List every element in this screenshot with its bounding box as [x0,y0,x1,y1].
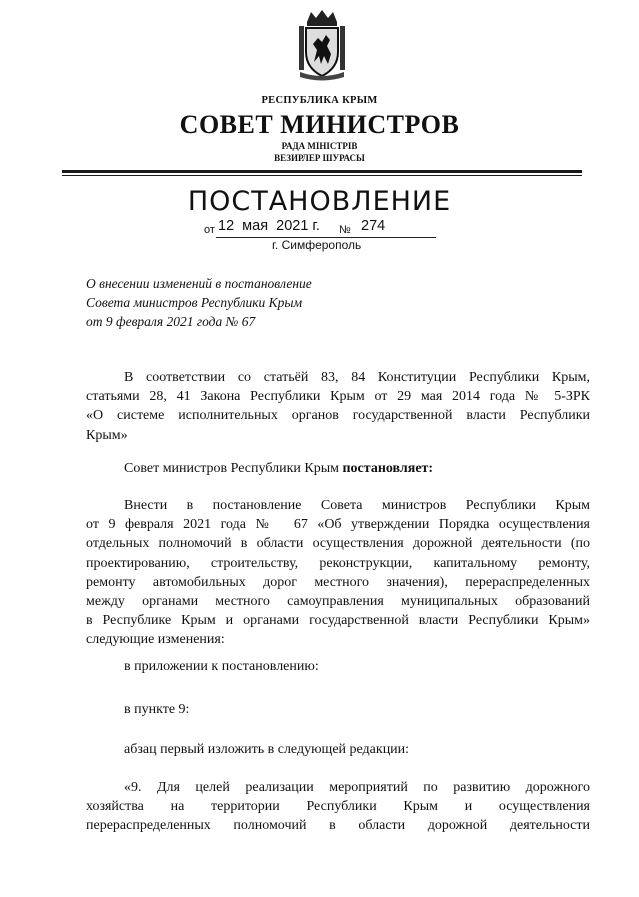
city: г. Симферополь [272,238,362,252]
appendix-paragraph: в приложении к постановлению: [124,659,319,674]
text-line: проектированию, строительству, реконструкции, капитальному ремонту, [86,555,590,571]
resolves-keyword: постановляет: [342,461,434,476]
resolves-paragraph [124,459,544,478]
republic-name: РЕСПУБЛИКА КРЫМ [261,95,378,106]
coat-of-arms-icon [297,8,347,82]
document-type: ПОСТАНОВЛЕНИЕ [187,186,452,217]
text-line: от 9 февраля 2021 года № 67 «Об утверждении Порядка осуществления [86,517,590,533]
subject-line: Совета министров Республики Крым [86,295,303,310]
council-title-crimean-tatar: ВЕЗИРЛЕР ШУРАСЫ [274,153,365,163]
date-number-line [204,218,436,240]
text-line: «О системе исполнительных органов государственной власти Республики [86,408,590,424]
text-line: статьями 28, 41 Закона Республики Крым от 29 мая 2014 года № 5-ЗРК [86,389,590,405]
text-line: Крым» [86,427,128,443]
header-divider-thin [62,175,582,176]
text-line: хозяйства на территории Республики Крым и осуществления [86,799,590,815]
text-line: Внести в постановление Совета министров Республики Крым [124,498,590,513]
text-line: «9. Для целей реализации мероприятий по развитию дорожного [124,780,590,795]
resolves-text: Совет министров Республики Крым [124,461,343,476]
subject-line: от 9 февраля 2021 года № 67 [86,314,256,329]
number-prefix: № [339,224,351,236]
subject-line: О внесении изменений в постановление [86,276,312,291]
text-line: следующие изменения: [86,632,225,648]
text-line: В соответствии со статьёй 83, 84 Конституции Республики Крым, [124,370,590,385]
council-title-ukrainian: РАДА МІНІСТРІВ [281,141,358,151]
preamble-paragraph [86,368,590,445]
text-line: перераспределенных полномочий в области дорожной деятельности [86,818,590,834]
text-line: между органами местного самоуправления муниципальных образований [86,594,590,610]
paragraph-instruction: абзац первый изложить в следующей редакции: [124,742,410,757]
document-subject [86,274,406,331]
date-prefix: от [204,224,215,236]
new-text-paragraph [86,778,590,836]
text-line: в Республике Крым и органами государственной власти Республики Крым» [86,613,590,629]
header-divider-thick [62,170,582,173]
council-title: СОВЕТ МИНИСТРОВ [179,110,460,139]
text-line: ремонту автомобильных дорог местного значения), перераспределенных [86,574,590,590]
document-date: 12 мая 2021 г. [218,218,320,234]
clause-paragraph: в пункте 9: [124,702,190,717]
document-number: 274 [361,218,386,234]
amendment-paragraph [86,496,590,650]
text-line: отдельных полномочий в области осуществления дорожной деятельности (по [86,536,590,552]
